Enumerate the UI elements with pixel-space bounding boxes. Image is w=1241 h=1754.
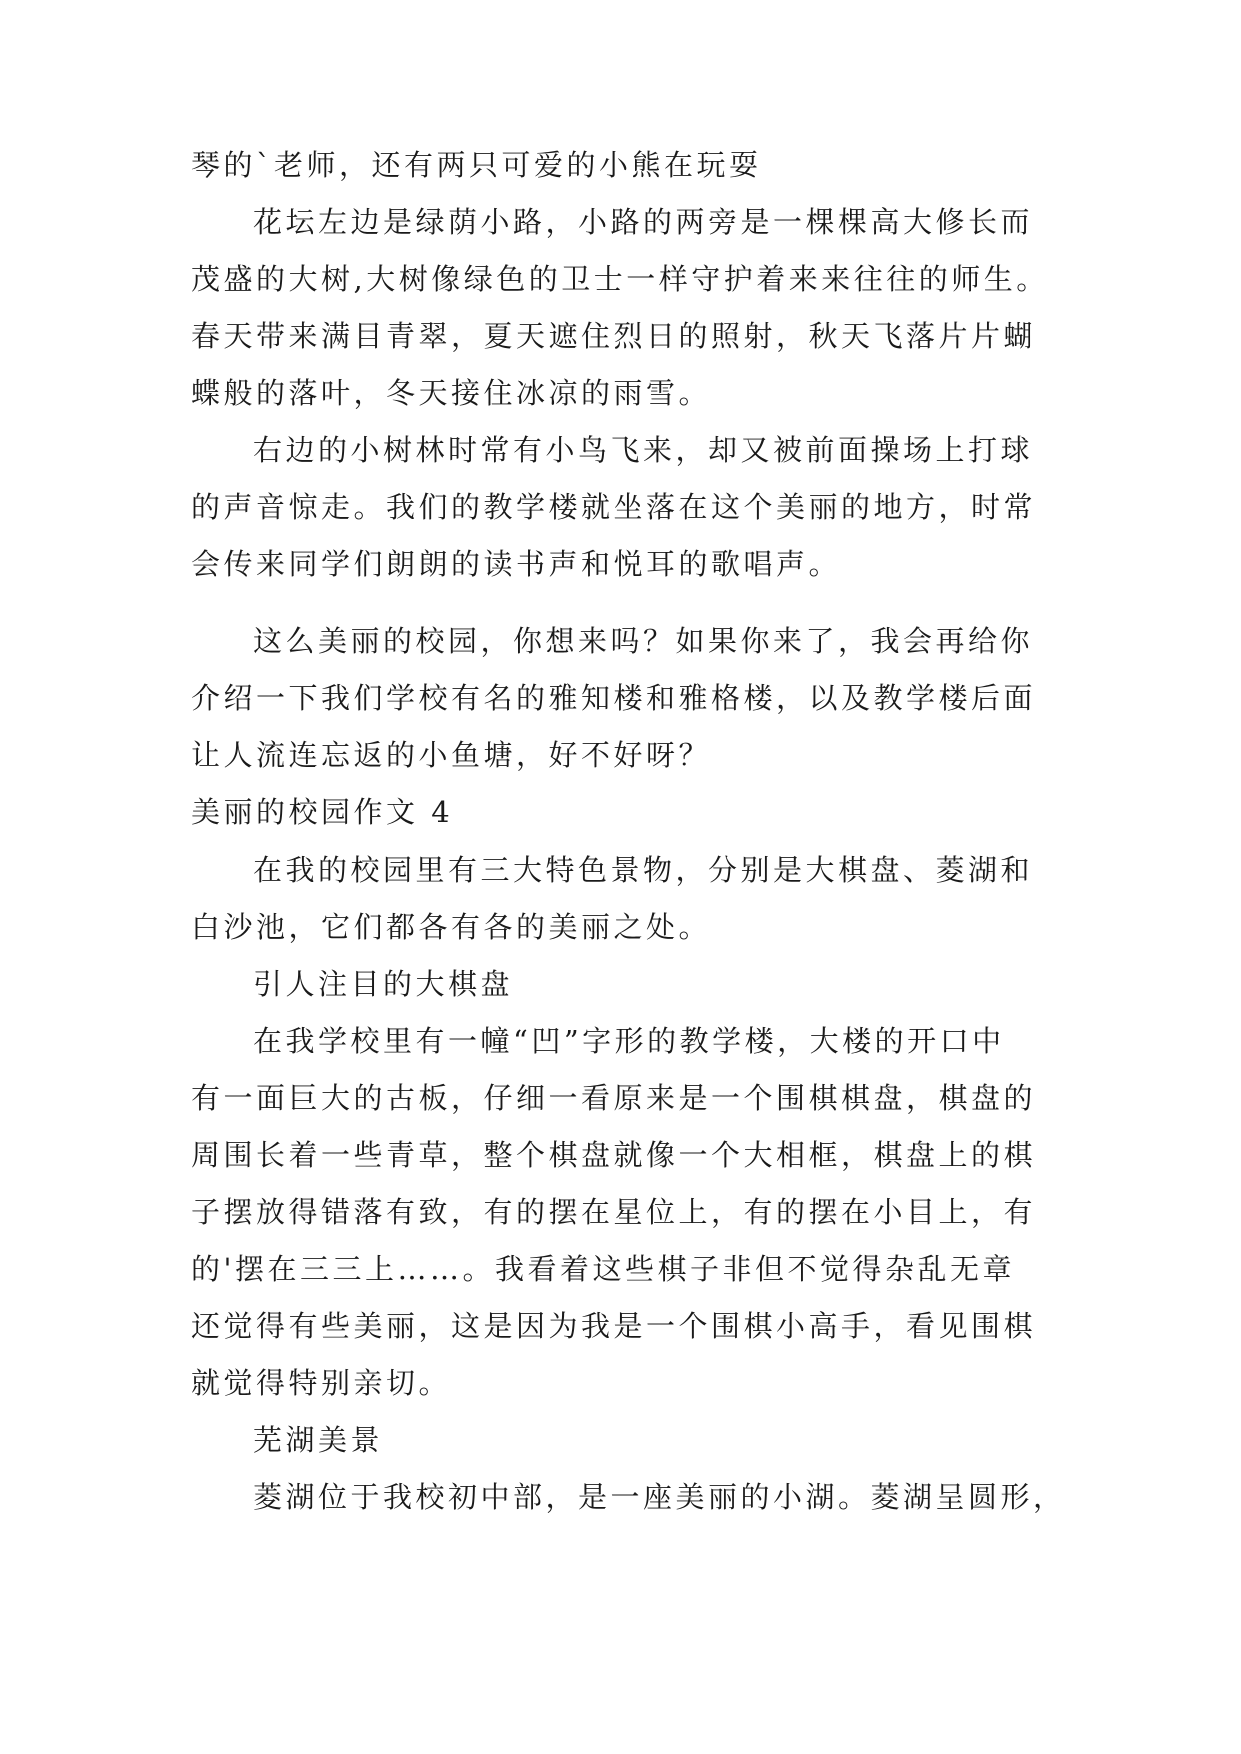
text-line: 在我的校园里有三大特色景物，分别是大棋盘、菱湖和	[253, 853, 1034, 887]
text-line: 在我学校里有一幢“凹”字形的教学楼，大楼的开口中	[253, 1024, 1005, 1058]
text-line: 琴的`老师，还有两只可爱的小熊在玩耍	[191, 148, 762, 182]
text-line: 蝶般的落叶，冬天接住冰凉的雨雪。	[191, 376, 712, 410]
text-line: 子摆放得错落有致，有的摆在星位上，有的摆在小目上，有	[191, 1195, 1037, 1229]
text-line: 会传来同学们朗朗的读书声和悦耳的歌唱声。	[191, 547, 842, 581]
section-heading: 美丽的校园作文 4	[191, 795, 454, 829]
text-line: 有一面巨大的古板，仔细一看原来是一个围棋棋盘，棋盘的	[191, 1081, 1037, 1115]
subheading: 引人注目的大棋盘	[253, 967, 514, 1001]
text-line: 的'摆在三三上……。我看着这些棋子非但不觉得杂乱无章	[191, 1252, 1015, 1286]
text-line: 周围长着一些青草，整个棋盘就像一个大相框，棋盘上的棋	[191, 1138, 1037, 1172]
text-line: 右边的小树林时常有小鸟飞来，却又被前面操场上打球	[253, 433, 1034, 467]
text-line: 花坛左边是绿荫小路，小路的两旁是一棵棵高大修长而	[253, 205, 1034, 239]
text-line: 春天带来满目青翠，夏天遮住烈日的照射，秋天飞落片片蝴	[191, 319, 1037, 353]
text-line: 就觉得特别亲切。	[191, 1366, 452, 1400]
text-line: 的声音惊走。我们的教学楼就坐落在这个美丽的地方，时常	[191, 490, 1037, 524]
text-line: 这么美丽的校园，你想来吗？如果你来了，我会再给你	[253, 624, 1034, 658]
text-line: 菱湖位于我校初中部，是一座美丽的小湖。菱湖呈圆形，	[253, 1480, 1066, 1514]
text-line: 白沙池，它们都各有各的美丽之处。	[191, 910, 712, 944]
text-line: 还觉得有些美丽，这是因为我是一个围棋小高手，看见围棋	[191, 1309, 1037, 1343]
subheading: 芜湖美景	[253, 1423, 384, 1457]
text-line: 茂盛的大树,大树像绿色的卫士一样守护着来来往往的师生。	[191, 262, 1049, 296]
text-line: 介绍一下我们学校有名的雅知楼和雅格楼，以及教学楼后面	[191, 681, 1037, 715]
text-line: 让人流连忘返的小鱼塘，好不好呀？	[191, 738, 712, 772]
